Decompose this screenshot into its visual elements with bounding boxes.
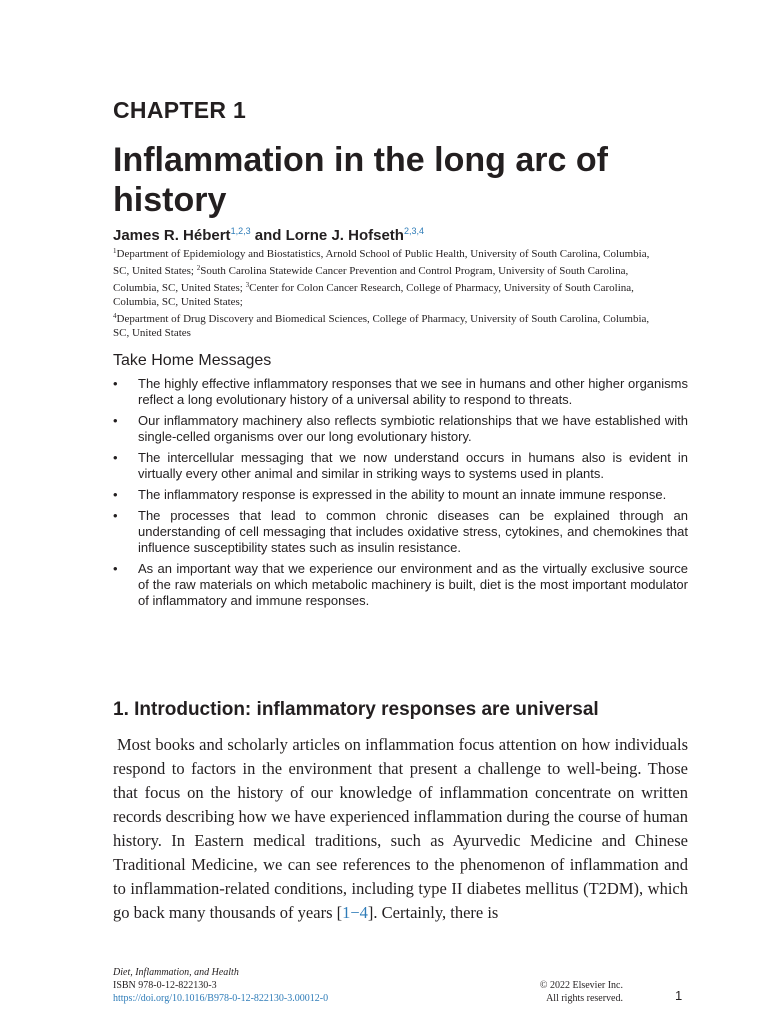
author-line (113, 226, 424, 244)
affiliation-text: Department of Epidemiology and Biostatistics, Arnold School of Public Health, University of South Carolina, Columbia, SC, United States; (113, 248, 650, 277)
affiliation-text: Department of Drug Discovery and Biomedical Sciences, College of Pharmacy, University of South Carolina, Columbia, SC, United States (113, 313, 650, 339)
rights: All rights reserved. (546, 993, 623, 1004)
author-name: Lorne J. Hofseth (285, 227, 404, 244)
bullet-icon: • (113, 487, 118, 502)
bullet-icon: • (113, 413, 118, 428)
affiliation-text: Center for Colon Cancer Research, College of Pharmacy, University of South Carolina, Columbia, SC, United States; (113, 282, 634, 308)
body-paragraph (113, 733, 688, 925)
citation-link[interactable]: 1−4 (342, 903, 368, 922)
author-name: James R. Hébert (113, 227, 231, 244)
affiliation-number: 1 (113, 247, 117, 255)
chapter-title: Inflammation in the long arc of history (113, 141, 608, 219)
body-text: Most books and scholarly articles on inflammation focus attention on how individuals respond to factors in the environment that present a challenge to well-being. Those that focus on the history of our knowledge of inflammation concentrate on written records describing how we have experienced inflammation during the course of human history. In Eastern medical traditions, such as Ayurvedic Medicine and Chinese Traditional Medicine, we can see references to the phenomenon of inflammation and to inflammation-related conditions, including type II diabetes mellitus (T2DM), which go back many thousands of years [ (113, 735, 689, 922)
doi-link[interactable]: https://doi.org/10.1016/B978-0-12-822130-3.00012-0 (113, 993, 329, 1004)
bullet-icon: • (113, 561, 118, 576)
section-heading: 1. Introduction: inflammatory responses are universal (113, 699, 599, 720)
list-item (113, 450, 688, 482)
affiliations (113, 244, 663, 340)
list-item (113, 561, 688, 609)
list-item-text: The highly effective inflammatory responses that we see in humans and other higher organisms reflect a long evolutionary history of a universal ability to respond to threats. (138, 376, 688, 407)
list-item-text: As an important way that we experience our environment and as the virtually exclusive source of the raw materials on which metabolic machinery is built, diet is the most important modulator of inflammatory and immune responses. (138, 561, 688, 608)
author-affiliation-link[interactable]: 1,2,3 (230, 226, 251, 236)
list-item-text: The processes that lead to common chronic diseases can be explained through an understanding of cell messaging that includes oxidative stress, cytokines, and chemokines that influence susceptibility states such as insulin resistance. (138, 508, 688, 555)
author-conjunction: and (250, 227, 286, 244)
list-item (113, 487, 688, 503)
isbn: ISBN 978-0-12-822130-3 (113, 980, 217, 991)
affiliation-text: South Carolina Statewide Cancer Prevention and Control Program, University of South Carolina, Columbia, SC, United States; (113, 265, 629, 294)
bullet-icon: • (113, 450, 118, 465)
copyright: © 2022 Elsevier Inc. (539, 980, 623, 991)
list-item-text: The intercellular messaging that we now understand occurs in humans also is evident in virtually every other animal and similar in striking ways to systems used in plants. (138, 450, 688, 481)
footer-right (511, 979, 623, 1005)
bullet-icon: • (113, 508, 118, 523)
affiliation-number: 2 (196, 264, 201, 272)
affiliation-number: 3 (245, 281, 250, 289)
author-affiliation-link[interactable]: 2,3,4 (403, 226, 424, 236)
book-title: Diet, Inflammation, and Health (113, 967, 239, 978)
list-item (113, 376, 688, 408)
take-home-title: Take Home Messages (113, 352, 272, 369)
page-number: 1 (675, 988, 683, 1003)
list-item-text: The inflammatory response is expressed in the ability to mount an innate immune response. (138, 487, 667, 502)
list-item (113, 508, 688, 556)
take-home-list (113, 376, 688, 614)
list-item-text: Our inflammatory machinery also reflects symbiotic relationships that we have established with single-celled organisms over our long evolutionary history. (138, 413, 688, 444)
body-text: ]. Certainly, there is (367, 903, 499, 922)
bullet-icon: • (113, 376, 118, 391)
list-item (113, 413, 688, 445)
affiliation-number: 4 (113, 312, 117, 320)
chapter-label: CHAPTER 1 (113, 97, 247, 123)
footer-left (113, 966, 328, 1005)
